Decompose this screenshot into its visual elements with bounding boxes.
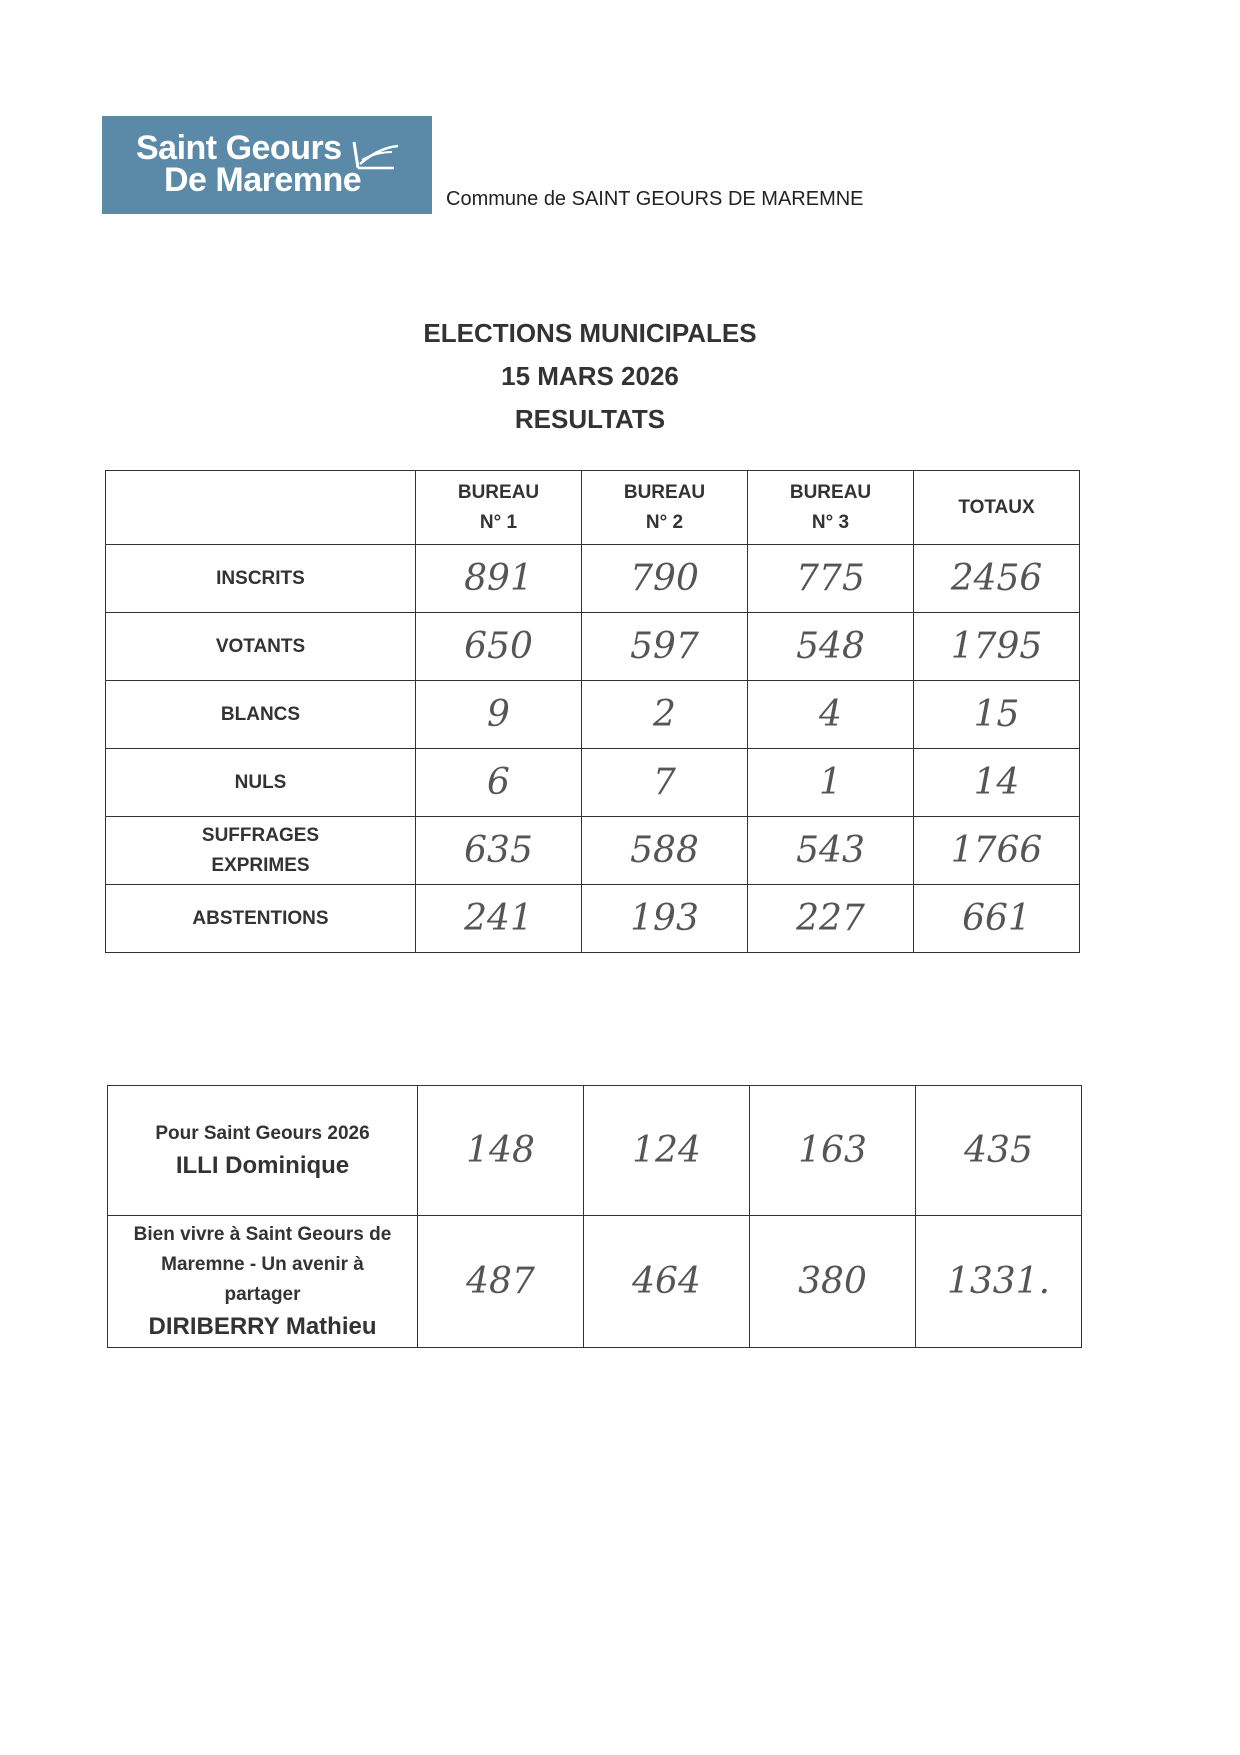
row-label: VOTANTS <box>106 613 416 681</box>
commune-name: Commune de SAINT GEOURS DE MAREMNE <box>446 188 864 210</box>
value-cell: 775 <box>748 545 914 613</box>
candidate-name: DIRIBERRY Mathieu <box>148 1312 377 1340</box>
value-cell: 241 <box>416 885 582 953</box>
header-totaux: TOTAUX <box>914 471 1080 545</box>
list-label <box>108 1086 418 1216</box>
table-row <box>106 749 1080 817</box>
value-cell: 2456 <box>914 545 1080 613</box>
value-cell: 124 <box>584 1086 750 1216</box>
election-date: 15 MARS 2026 <box>501 361 679 391</box>
row-label: ABSTENTIONS <box>106 885 416 953</box>
list-label <box>108 1216 418 1348</box>
list-name: Pour Saint Geours 2026 <box>155 1122 370 1144</box>
value-cell: 193 <box>582 885 748 953</box>
commune-logo <box>102 116 432 214</box>
value-cell: 7 <box>582 749 748 817</box>
value-cell: 487 <box>418 1216 584 1348</box>
value-cell: 163 <box>750 1086 916 1216</box>
value-cell: 464 <box>584 1216 750 1348</box>
table-row <box>106 613 1080 681</box>
value-cell: 1795 <box>914 613 1080 681</box>
header-bureau-3: BUREAU N° 3 <box>748 471 914 545</box>
row-label: NULS <box>106 749 416 817</box>
row-label: SUFFRAGES EXPRIMES <box>106 817 416 885</box>
logo-line-1: Saint Geours <box>136 129 342 167</box>
value-cell: 1 <box>748 749 914 817</box>
row-label: BLANCS <box>106 681 416 749</box>
value-cell: 380 <box>750 1216 916 1348</box>
value-cell: 1331. <box>916 1216 1082 1348</box>
row-label: INSCRITS <box>106 545 416 613</box>
logo-line-2: De Maremne <box>164 161 362 199</box>
header-bureau-2: BUREAU N° 2 <box>582 471 748 545</box>
candidate-name: ILLI Dominique <box>175 1151 350 1179</box>
value-cell: 597 <box>582 613 748 681</box>
value-cell: 9 <box>416 681 582 749</box>
value-cell: 661 <box>914 885 1080 953</box>
value-cell: 148 <box>418 1086 584 1216</box>
value-cell: 6 <box>416 749 582 817</box>
value-cell: 891 <box>416 545 582 613</box>
value-cell: 548 <box>748 613 914 681</box>
value-cell: 15 <box>914 681 1080 749</box>
corner-cell <box>106 471 416 545</box>
value-cell: 2 <box>582 681 748 749</box>
value-cell: 790 <box>582 545 748 613</box>
table-row <box>108 1216 1082 1348</box>
list-name: Bien vivre à Saint Geours de Maremne - Un avenir à partager <box>133 1223 392 1305</box>
value-cell: 4 <box>748 681 914 749</box>
value-cell: 227 <box>748 885 914 953</box>
table-row <box>106 885 1080 953</box>
table-row <box>106 545 1080 613</box>
value-cell: 435 <box>916 1086 1082 1216</box>
results-heading: RESULTATS <box>514 404 666 434</box>
results-table <box>105 470 1080 953</box>
value-cell: 650 <box>416 613 582 681</box>
value-cell: 1766 <box>914 817 1080 885</box>
table-row <box>108 1086 1082 1216</box>
page-title: ELECTIONS MUNICIPALES <box>423 318 757 348</box>
header-row <box>106 471 1080 545</box>
boat-sail-icon <box>344 138 404 178</box>
table-row <box>106 817 1080 885</box>
value-cell: 543 <box>748 817 914 885</box>
value-cell: 588 <box>582 817 748 885</box>
lists-table <box>107 1085 1082 1348</box>
header-bureau-1: BUREAU N° 1 <box>416 471 582 545</box>
value-cell: 14 <box>914 749 1080 817</box>
table-row <box>106 681 1080 749</box>
value-cell: 635 <box>416 817 582 885</box>
